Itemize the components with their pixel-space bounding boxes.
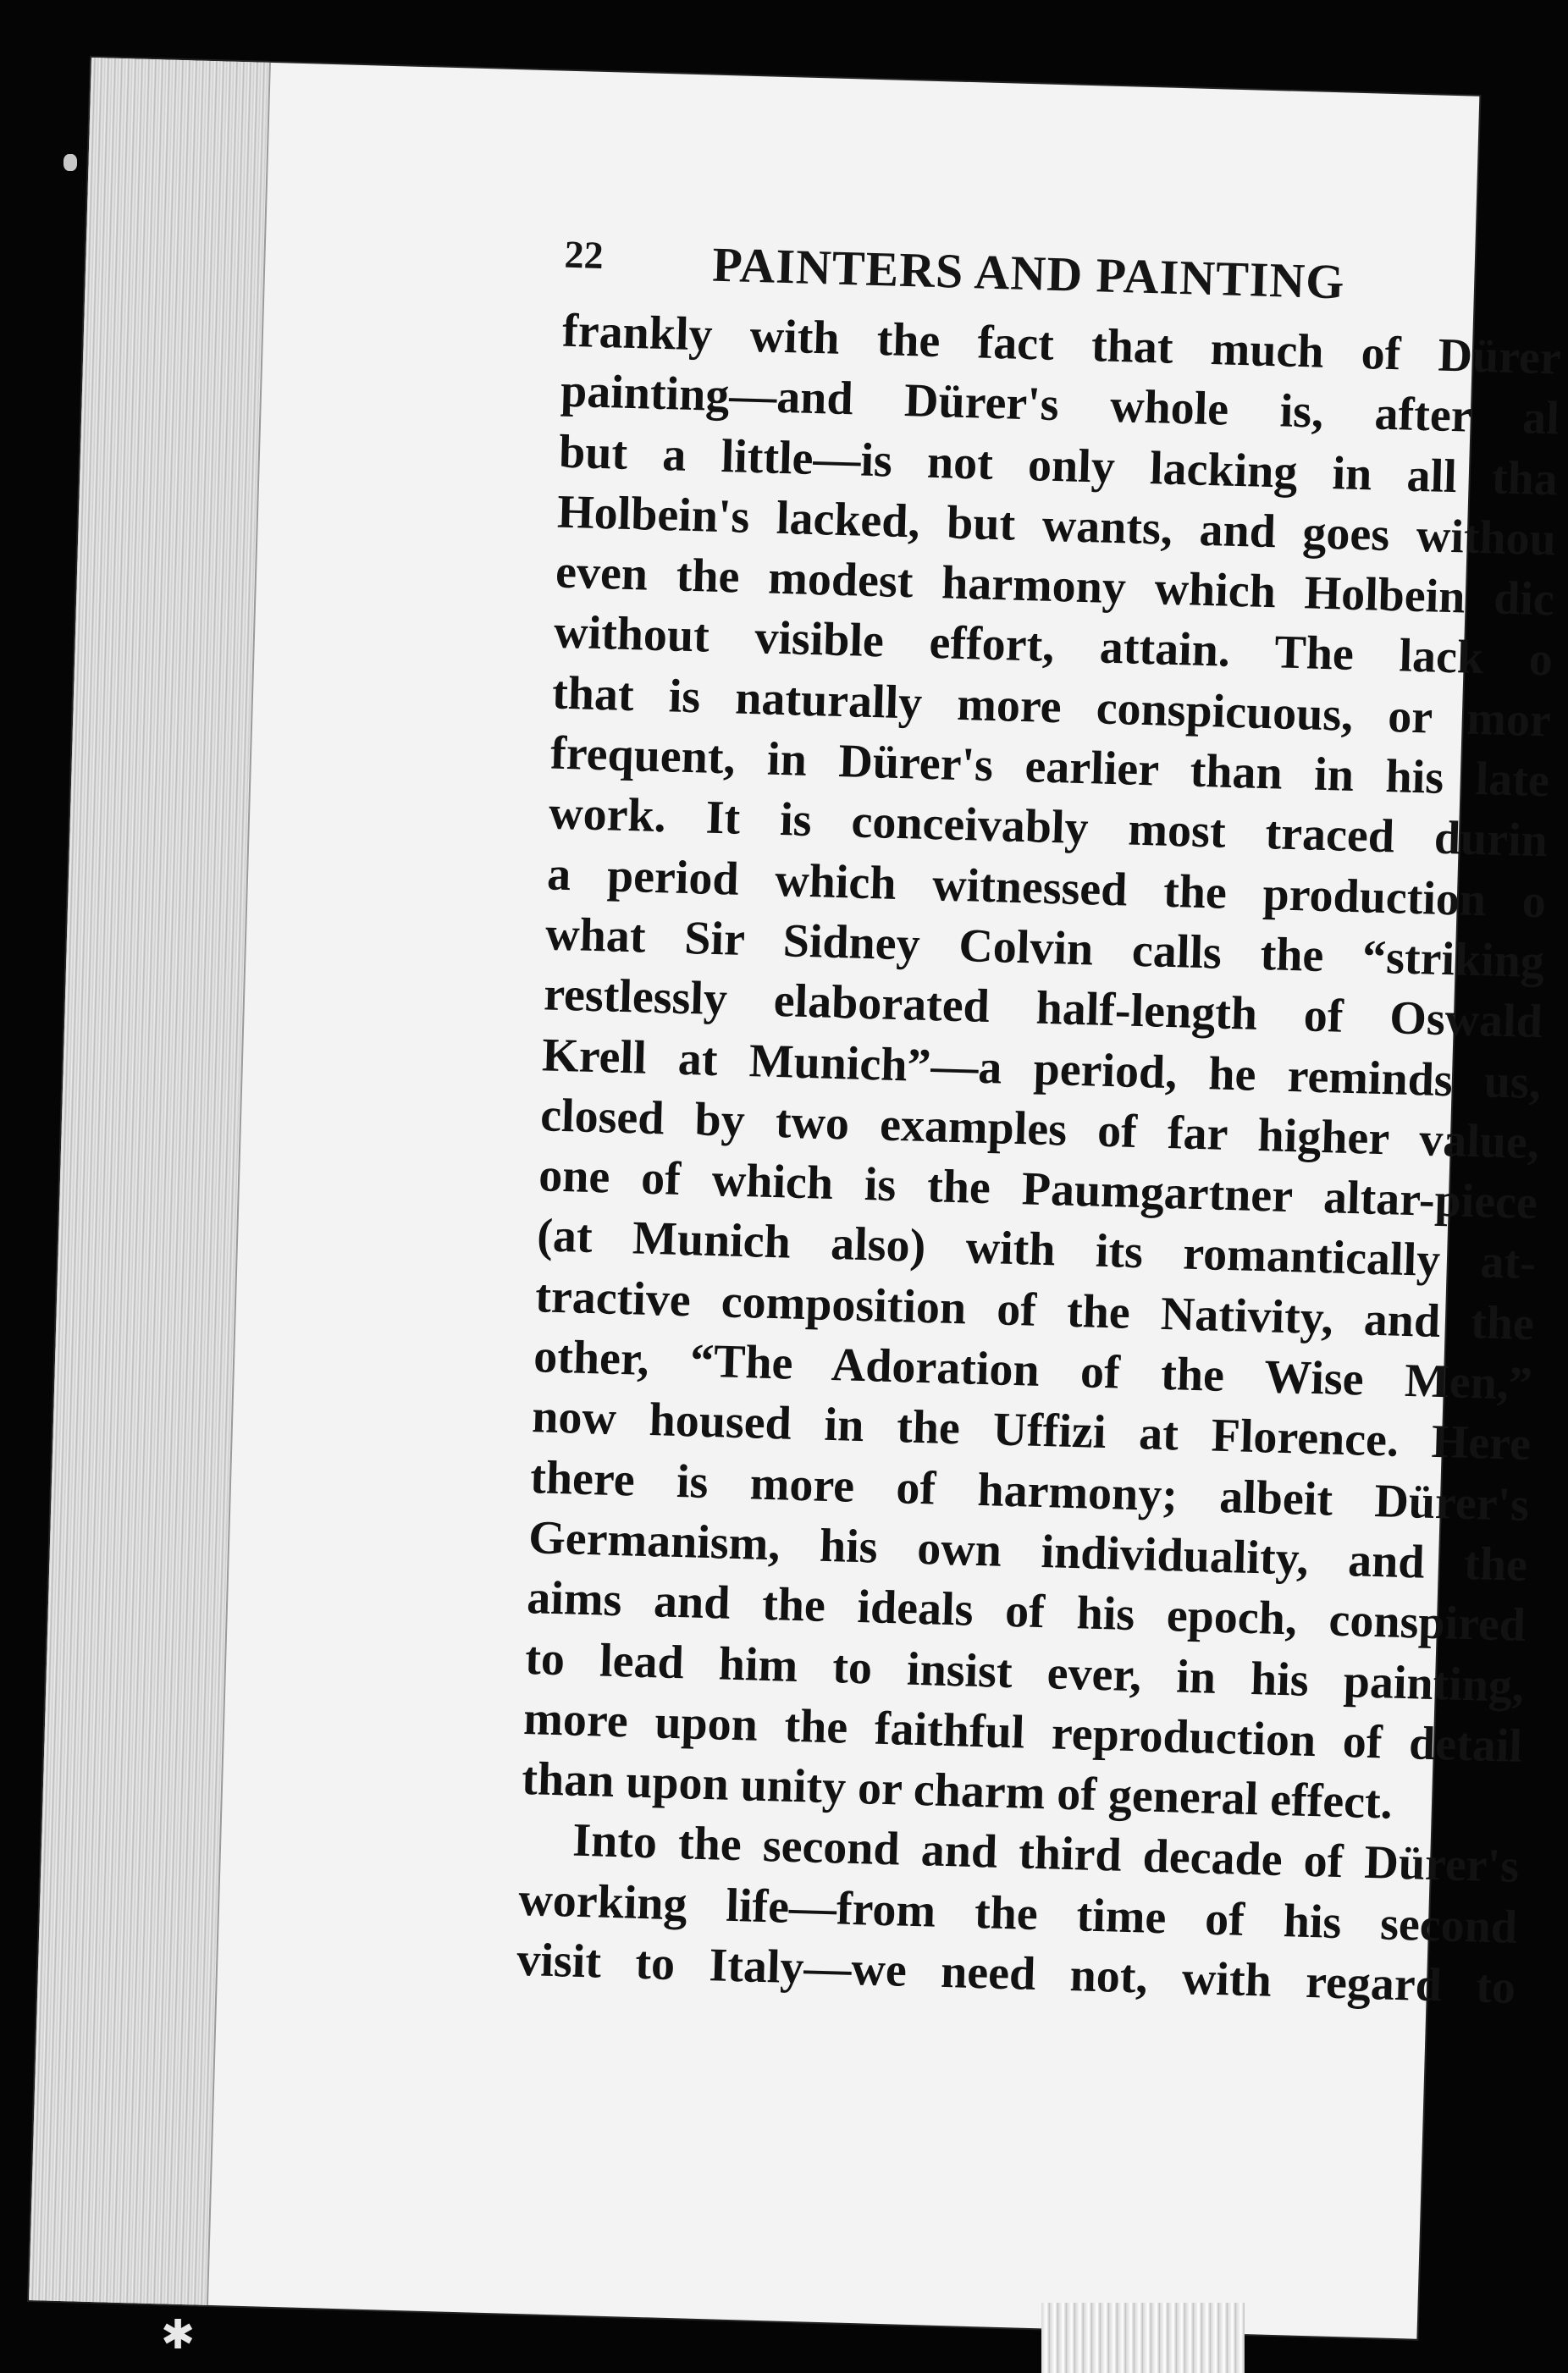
text-line: visit to Italy—we need not, with regard to (516, 1933, 1516, 2014)
text-line: painting—and Dürer's whole is, after al (560, 364, 1560, 445)
text-line: work. It is conceivably most traced durin (548, 786, 1549, 868)
text-line: that is naturally more conspicuous, or mor (551, 666, 1552, 748)
page-content (394, 229, 1562, 2018)
running-title: PAINTERS AND PAINTING (711, 236, 1346, 310)
book-page (29, 58, 1562, 2339)
text-line: Holbein's lacked, but wants, and goes withou (556, 485, 1557, 566)
text-line: without visible effort, attain. The lack o (553, 606, 1554, 687)
text-line: other, “The Adoration of the Wise Men,” (533, 1330, 1533, 1411)
text-line: frankly with the fact that much of Dürer (561, 304, 1562, 385)
text-line: (at Munich also) with its romantically at- (536, 1209, 1537, 1290)
text-line: aims and the ideals of his epoch, conspired (526, 1571, 1527, 1653)
page-number: 22 (564, 232, 605, 277)
text-line: one of which is the Paumgartner altar-piece (538, 1149, 1538, 1230)
text-line: than upon unity or charm of general effect. (521, 1752, 1394, 1829)
page-tab-strip (1041, 2303, 1245, 2373)
text-line: even the modest harmony which Holbein dic (555, 545, 1555, 626)
text-line: closed by two examples of far higher value, (539, 1089, 1540, 1170)
text-line: more upon the faithful reproduction of detail (522, 1691, 1523, 1773)
text-line: restlessly elaborated half-length of Oswald (543, 968, 1543, 1049)
text-line: there is more of harmony; albeit Dürer's (529, 1450, 1530, 1531)
text-line: a period which witnessed the production o (546, 847, 1547, 929)
corner-mark-icon: ✱ (161, 2313, 196, 2358)
text-line: Into the second and third decade of Dürer's (571, 1814, 1520, 1894)
dust-speck (63, 154, 77, 171)
text-line: Germanism, his own individuality, and the (527, 1511, 1528, 1592)
text-line: but a little—is not only lacking in all tha (558, 425, 1559, 506)
text-line: Krell at Munich”—a period, he reminds us, (541, 1028, 1542, 1109)
page-edges (29, 58, 271, 2305)
text-line: working life—from the time of his second (517, 1873, 1518, 1954)
text-line: frequent, in Dürer's earlier than in his late (549, 726, 1550, 808)
text-line: what Sir Sidney Colvin calls the “striking (544, 908, 1545, 989)
body-text (516, 301, 1562, 2018)
text-line: to lead him to insist ever, in his painting, (524, 1631, 1525, 1713)
text-line: now housed in the Uffizi at Florence. Here (531, 1390, 1532, 1471)
text-line: tractive composition of the Nativity, and the (534, 1269, 1535, 1350)
